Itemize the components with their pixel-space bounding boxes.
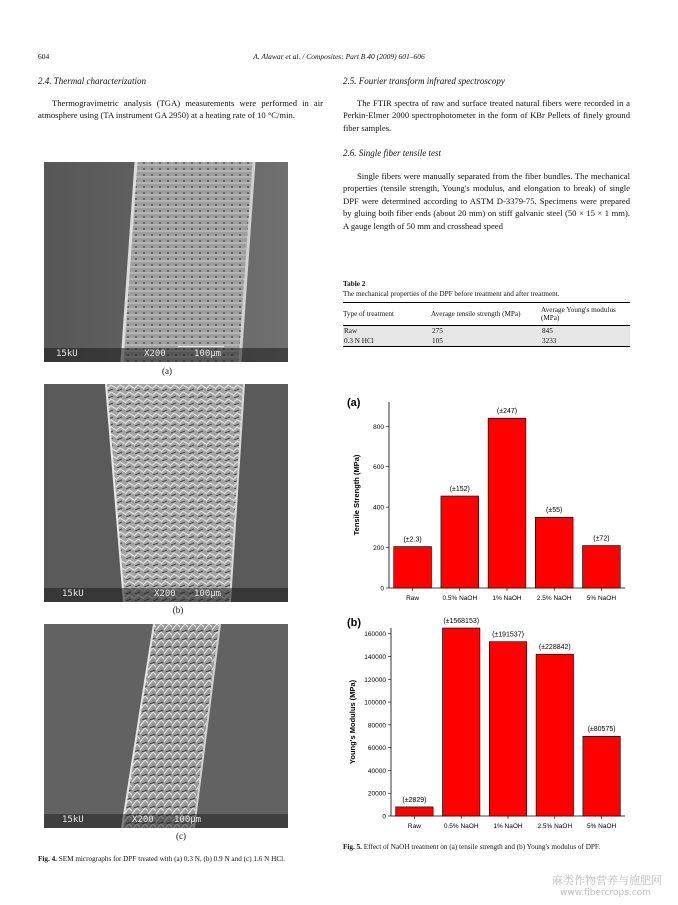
fig5-caption-text: Effect of NaOH treatment on (a) tensile strength and (b) Young's modulus of DPF. [363,843,601,851]
section-title-ftir: 2.5. Fourier transform infrared spectroscopy [343,76,505,86]
y-tick-label: 0 [382,813,386,821]
y-tick-label: 160000 [364,631,386,639]
bar [441,496,479,588]
fig4-caption [38,854,338,864]
bar [535,517,573,588]
bar [536,654,573,816]
error-label: (±80575) [587,726,616,734]
sem-a-kv: 15kU [56,349,78,359]
y-axis-title: Tensile Strength (MPa) [352,454,361,536]
y-tick-label: 120000 [364,676,386,684]
x-tick-label: 2.5% NaOH [537,823,573,830]
watermark-chinese: 麻类作物营养与施肥网 [552,874,662,887]
sem-c-kv: 15kU [62,815,84,825]
watermark-url: www.fibercrops.com [560,888,651,898]
table-cell: 275 [432,327,443,335]
error-label: (±228842) [538,644,571,652]
sem-a-scalebar [178,346,224,347]
paragraph-thermal [38,97,323,122]
error-label: (±1568153) [443,618,480,625]
bar [394,547,432,588]
figure-label-b: (b) [172,605,184,615]
y-tick-label: 600 [373,464,384,472]
x-tick-label: 5% NaOH [586,595,617,602]
fig5-caption [343,842,633,852]
error-label: (±2.3) [403,536,422,544]
sem-b-kv: 15kU [62,589,84,599]
section-title-tensile: 2.6. Single fiber tensile test [343,148,441,158]
table-cell: 3233 [542,337,557,345]
paragraph-tensile-text: Single fibers were manually separated from the fiber bundles. The mechanical properties (tensile strength, Young's modulus, and elongation to break) of single DPF were determined according to ASTM D-3379-75. Specimens were prepared by gluing both fiber ends (about 20 mm) on stiff galvanic steel (50 × 15 × 1 mm). A gauge length of 50 mm and crosshead speed [343,171,630,231]
table-2 [343,280,630,347]
x-tick-label: 1% NaOH [492,595,522,602]
table-cell: 0.3 N HCl [344,337,374,345]
sem-a-scale: 100µm [194,349,222,359]
table-row [343,326,630,337]
chart-youngs-modulus [343,612,633,838]
x-tick-label: 2.5% NaOH [536,595,572,602]
running-title: A. Alawar et al. / Composites: Part B 40 (2009) 601–606 [253,52,425,61]
sem-image-a [44,162,288,362]
y-tick-label: 100000 [364,699,386,707]
sem-c-scale: 100µm [174,815,202,825]
bar [583,546,621,588]
paragraph-ftir-text: The FTIR spectra of raw and surface treated natural fibers were recorded in a Perkin-Elmer 2000 spectrophotometer in the form of KBr Pellets of finely ground fiber samples. [343,98,630,133]
bar [583,736,620,816]
bar [489,642,526,816]
error-label: (±2829) [402,796,427,804]
x-tick-label: 5% NaOH [586,823,617,830]
x-tick-label: 1% NaOH [493,823,523,830]
sem-image-c [44,624,288,828]
table-2-title: Table 2 [343,280,366,288]
error-label: (±247) [496,408,518,416]
y-tick-label: 0 [380,585,384,593]
bar [442,628,479,816]
table-2-header-modulus: Average Young's modulus (MPa) [541,306,616,322]
table-2-grid [343,302,630,347]
sem-b-mag: X200 [154,589,176,599]
page-number: 604 [38,52,50,61]
y-tick-label: 400 [373,504,384,512]
table-cell: Raw [344,327,358,335]
table-2-caption: The mechanical properties of the DPF before treatment and after treatment. [343,290,560,298]
paragraph-tensile [343,170,630,232]
paragraph-thermal-text: Thermogravimetric analysis (TGA) measurements were performed in air atmosphere using (TA instrument GA 2950) at a heating rate of 10 °C/min. [38,98,323,121]
y-tick-label: 80000 [367,722,386,730]
chart-panel-label: (a) [347,397,361,409]
x-tick-label: 0.5% NaOH [443,823,479,830]
y-tick-label: 20000 [367,790,386,798]
paragraph-ftir [343,97,630,134]
x-tick-label: 0.5% NaOH [442,595,478,602]
y-axis-title: Young's Modulus (MPa) [348,679,357,765]
table-2-header-type: Type of treatment [343,310,394,318]
fig4-caption-text: SEM micrographs for DPF treated with (a) 0.3 N, (b) 0.9 N and (c) 1.6 N HCl. [58,855,285,863]
error-label: (±152) [449,486,470,494]
table-2-header-strength: Average tensile strength (MPa) [431,310,521,318]
sem-c-mag: X200 [132,815,154,825]
error-label: (±55) [546,507,563,515]
error-label: (±72) [593,535,610,543]
bar [488,418,526,588]
y-tick-label: 200 [373,545,384,553]
table-row [343,336,630,347]
y-tick-label: 800 [373,423,384,431]
sem-a-mag: X200 [144,349,166,359]
chart-panel-label: (b) [347,617,362,629]
fig4-caption-label: Fig. 4. [38,855,57,863]
x-tick-label: Raw [407,823,421,830]
y-tick-label: 140000 [364,653,386,661]
bar [396,807,433,816]
y-tick-label: 60000 [367,745,386,753]
x-tick-label: Raw [406,595,420,602]
figure-label-a: (a) [162,366,172,376]
figure-label-c: (c) [176,831,186,841]
chart-tensile-strength [343,392,633,610]
sem-image-b [44,384,288,602]
y-tick-label: 40000 [367,767,386,775]
table-cell: 105 [432,337,443,345]
table-cell: 845 [542,327,553,335]
error-label: (±191537) [492,631,524,639]
fig5-caption-label: Fig. 5. [343,843,362,851]
section-title-thermal: 2.4. Thermal characterization [38,76,146,86]
sem-b-scale: 100µm [194,589,222,599]
